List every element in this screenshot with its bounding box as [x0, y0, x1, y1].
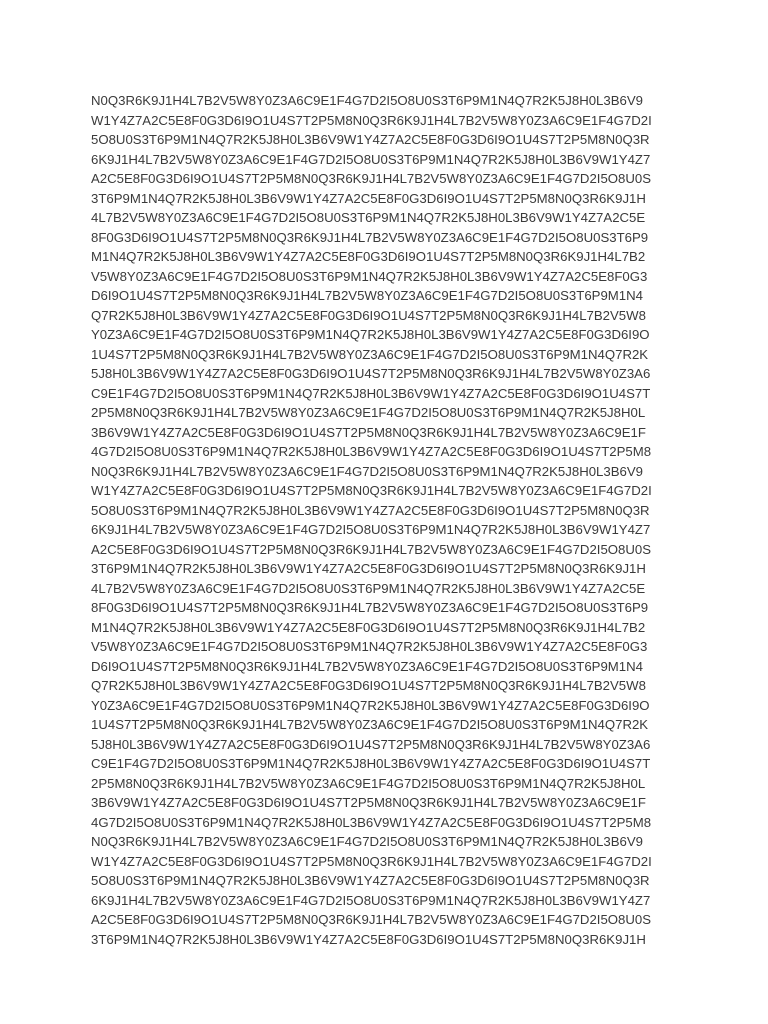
text-line: D6I9O1U4S7T2P5M8N0Q3R6K9J1H4L7B2V5W8Y0Z3A6C9E1F4G7D2I5O8U0S3T6P9M1N4 — [91, 288, 643, 303]
text-line: 8F0G3D6I9O1U4S7T2P5M8N0Q3R6K9J1H4L7B2V5W8Y0Z3A6C9E1F4G7D2I5O8U0S3T6P9 — [91, 229, 649, 245]
text-line: N0Q3R6K9J1H4L7B2V5W8Y0Z3A6C9E1F4G7D2I5O8U0S3T6P9M1N4Q7R2K5J8H0L3B6V9 — [91, 463, 643, 479]
text-line: 2P5M8N0Q3R6K9J1H4L7B2V5W8Y0Z3A6C9E1F4G7D2I5O8U0S3T6P9M1N4Q7R2K5J8H0L — [91, 405, 646, 420]
text-line: Q7R2K5J8H0L3B6V9W1Y4Z7A2C5E8F0G3D6I9O1U4S7T2P5M8N0Q3R6K9J1H4L7B2V5W8 — [91, 678, 646, 693]
text-line: 2P5M8N0Q3R6K9J1H4L7B2V5W8Y0Z3A6C9E1F4G7D2I5O8U0S3T6P9M1N4Q7R2K5J8H0L — [91, 775, 646, 791]
text-line: A2C5E8F0G3D6I9O1U4S7T2P5M8N0Q3R6K9J1H4L7B2V5W8Y0Z3A6C9E1F4G7D2I5O8U0S — [91, 171, 652, 186]
text-line: 4L7B2V5W8Y0Z3A6C9E1F4G7D2I5O8U0S3T6P9M1N4Q7R2K5J8H0L3B6V9W1Y4Z7A2C5E — [91, 210, 646, 225]
document-body-text — [91, 91, 691, 949]
text-line: V5W8Y0Z3A6C9E1F4G7D2I5O8U0S3T6P9M1N4Q7R2K5J8H0L3B6V9W1Y4Z7A2C5E8F0G3 — [91, 268, 648, 284]
text-line: 3T6P9M1N4Q7R2K5J8H0L3B6V9W1Y4Z7A2C5E8F0G3D6I9O1U4S7T2P5M8N0Q3R6K9J1H — [91, 931, 646, 947]
text-line: 6K9J1H4L7B2V5W8Y0Z3A6C9E1F4G7D2I5O8U0S3T6P9M1N4Q7R2K5J8H0L3B6V9W1Y4Z7 — [91, 892, 651, 908]
text-line: 5O8U0S3T6P9M1N4Q7R2K5J8H0L3B6V9W1Y4Z7A2C5E8F0G3D6I9O1U4S7T2P5M8N0Q3R — [91, 132, 650, 147]
text-line: 5J8H0L3B6V9W1Y4Z7A2C5E8F0G3D6I9O1U4S7T2P5M8N0Q3R6K9J1H4L7B2V5W8Y0Z3A6 — [91, 736, 651, 752]
text-line: N0Q3R6K9J1H4L7B2V5W8Y0Z3A6C9E1F4G7D2I5O8U0S3T6P9M1N4Q7R2K5J8H0L3B6V9 — [91, 93, 643, 108]
text-line: 4G7D2I5O8U0S3T6P9M1N4Q7R2K5J8H0L3B6V9W1Y4Z7A2C5E8F0G3D6I9O1U4S7T2P5M8 — [91, 814, 652, 830]
text-line: V5W8Y0Z3A6C9E1F4G7D2I5O8U0S3T6P9M1N4Q7R2K5J8H0L3B6V9W1Y4Z7A2C5E8F0G3 — [91, 639, 648, 654]
text-line: 5O8U0S3T6P9M1N4Q7R2K5J8H0L3B6V9W1Y4Z7A2C5E8F0G3D6I9O1U4S7T2P5M8N0Q3R — [91, 873, 650, 888]
text-line: 6K9J1H4L7B2V5W8Y0Z3A6C9E1F4G7D2I5O8U0S3T6P9M1N4Q7R2K5J8H0L3B6V9W1Y4Z7 — [91, 522, 651, 537]
text-line: C9E1F4G7D2I5O8U0S3T6P9M1N4Q7R2K5J8H0L3B6V9W1Y4Z7A2C5E8F0G3D6I9O1U4S7T — [91, 756, 651, 771]
text-line: M1N4Q7R2K5J8H0L3B6V9W1Y4Z7A2C5E8F0G3D6I9O1U4S7T2P5M8N0Q3R6K9J1H4L7B2 — [91, 619, 646, 635]
text-line: C9E1F4G7D2I5O8U0S3T6P9M1N4Q7R2K5J8H0L3B6V9W1Y4Z7A2C5E8F0G3D6I9O1U4S7T — [91, 385, 651, 401]
text-line: D6I9O1U4S7T2P5M8N0Q3R6K9J1H4L7B2V5W8Y0Z3A6C9E1F4G7D2I5O8U0S3T6P9M1N4 — [91, 658, 643, 674]
text-line: 3T6P9M1N4Q7R2K5J8H0L3B6V9W1Y4Z7A2C5E8F0G3D6I9O1U4S7T2P5M8N0Q3R6K9J1H — [91, 561, 646, 576]
text-line: 4L7B2V5W8Y0Z3A6C9E1F4G7D2I5O8U0S3T6P9M1N4Q7R2K5J8H0L3B6V9W1Y4Z7A2C5E — [91, 580, 646, 596]
text-line: 8F0G3D6I9O1U4S7T2P5M8N0Q3R6K9J1H4L7B2V5W8Y0Z3A6C9E1F4G7D2I5O8U0S3T6P9 — [91, 600, 649, 615]
text-line: Y0Z3A6C9E1F4G7D2I5O8U0S3T6P9M1N4Q7R2K5J8H0L3B6V9W1Y4Z7A2C5E8F0G3D6I9O — [91, 327, 650, 342]
text-line: N0Q3R6K9J1H4L7B2V5W8Y0Z3A6C9E1F4G7D2I5O8U0S3T6P9M1N4Q7R2K5J8H0L3B6V9 — [91, 834, 643, 849]
text-line: 4G7D2I5O8U0S3T6P9M1N4Q7R2K5J8H0L3B6V9W1Y4Z7A2C5E8F0G3D6I9O1U4S7T2P5M8 — [91, 444, 652, 459]
text-line: 1U4S7T2P5M8N0Q3R6K9J1H4L7B2V5W8Y0Z3A6C9E1F4G7D2I5O8U0S3T6P9M1N4Q7R2K — [91, 717, 649, 732]
text-line: A2C5E8F0G3D6I9O1U4S7T2P5M8N0Q3R6K9J1H4L7B2V5W8Y0Z3A6C9E1F4G7D2I5O8U0S — [91, 541, 652, 557]
text-line: 5O8U0S3T6P9M1N4Q7R2K5J8H0L3B6V9W1Y4Z7A2C5E8F0G3D6I9O1U4S7T2P5M8N0Q3R — [91, 502, 650, 518]
text-line: 5J8H0L3B6V9W1Y4Z7A2C5E8F0G3D6I9O1U4S7T2P5M8N0Q3R6K9J1H4L7B2V5W8Y0Z3A6 — [91, 366, 651, 381]
text-line: 3B6V9W1Y4Z7A2C5E8F0G3D6I9O1U4S7T2P5M8N0Q3R6K9J1H4L7B2V5W8Y0Z3A6C9E1F — [91, 424, 646, 440]
text-line: 3B6V9W1Y4Z7A2C5E8F0G3D6I9O1U4S7T2P5M8N0Q3R6K9J1H4L7B2V5W8Y0Z3A6C9E1F — [91, 795, 646, 810]
text-line: 3T6P9M1N4Q7R2K5J8H0L3B6V9W1Y4Z7A2C5E8F0G3D6I9O1U4S7T2P5M8N0Q3R6K9J1H — [91, 190, 646, 206]
text-line: Y0Z3A6C9E1F4G7D2I5O8U0S3T6P9M1N4Q7R2K5J8H0L3B6V9W1Y4Z7A2C5E8F0G3D6I9O — [91, 697, 650, 713]
text-line: Q7R2K5J8H0L3B6V9W1Y4Z7A2C5E8F0G3D6I9O1U4S7T2P5M8N0Q3R6K9J1H4L7B2V5W8 — [91, 307, 646, 323]
text-line: A2C5E8F0G3D6I9O1U4S7T2P5M8N0Q3R6K9J1H4L7B2V5W8Y0Z3A6C9E1F4G7D2I5O8U0S — [91, 912, 652, 927]
text-line: W1Y4Z7A2C5E8F0G3D6I9O1U4S7T2P5M8N0Q3R6K9J1H4L7B2V5W8Y0Z3A6C9E1F4G7D2I — [91, 853, 652, 869]
text-line: M1N4Q7R2K5J8H0L3B6V9W1Y4Z7A2C5E8F0G3D6I9O1U4S7T2P5M8N0Q3R6K9J1H4L7B2 — [91, 249, 646, 264]
text-line: 1U4S7T2P5M8N0Q3R6K9J1H4L7B2V5W8Y0Z3A6C9E1F4G7D2I5O8U0S3T6P9M1N4Q7R2K — [91, 346, 649, 362]
text-line: W1Y4Z7A2C5E8F0G3D6I9O1U4S7T2P5M8N0Q3R6K9J1H4L7B2V5W8Y0Z3A6C9E1F4G7D2I — [91, 112, 652, 128]
text-line: W1Y4Z7A2C5E8F0G3D6I9O1U4S7T2P5M8N0Q3R6K9J1H4L7B2V5W8Y0Z3A6C9E1F4G7D2I — [91, 483, 652, 498]
text-line: 6K9J1H4L7B2V5W8Y0Z3A6C9E1F4G7D2I5O8U0S3T6P9M1N4Q7R2K5J8H0L3B6V9W1Y4Z7 — [91, 151, 651, 167]
